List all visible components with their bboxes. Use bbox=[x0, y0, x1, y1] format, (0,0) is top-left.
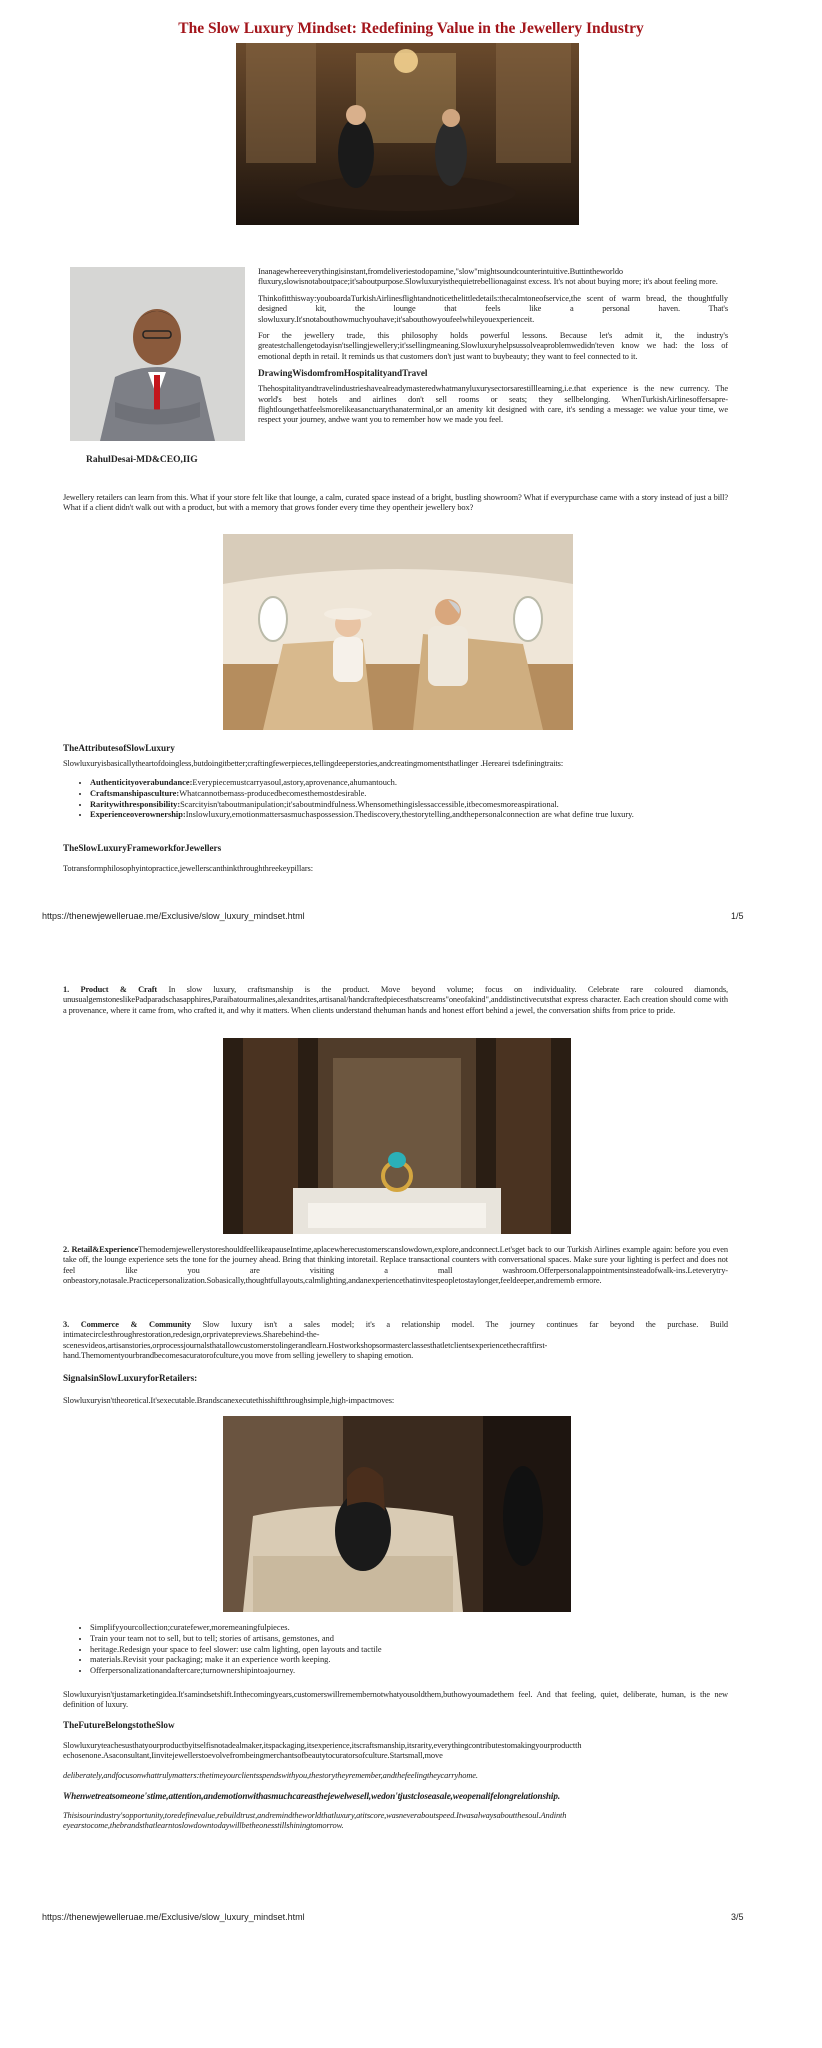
future-paragraph: Slowluxuryteachesusthatyourproductbyitselfisnotadealmaker,itspackaging,itsexperience,itscraftsmanship,itsrarity,everythingcontributestomakingyourproductth echosenone.Asaconsultant,Iinvitejewellerstoevolvefrombeingmerchantsofbeautytocuratorsofculture.Startsmall,move bbox=[63, 1741, 582, 1761]
hero-image-jewellery-boutique bbox=[236, 43, 579, 225]
list-item: • Authenticityoverabundance:Everypiecemustcarryasoul,astory,aprovenance,ahumantouch. bbox=[90, 778, 770, 789]
page-title: The Slow Luxury Mindset: Redefining Value in the Jewellery Industry bbox=[178, 20, 644, 37]
footer-page-number: 1/5 bbox=[731, 911, 744, 921]
intro-column bbox=[258, 267, 728, 426]
list-item: • materials.Revisit your packaging; make it an experience worth keeping. bbox=[90, 1655, 770, 1666]
list-item: • Offerpersonalizationandaftercare;turnownershipintoajourney. bbox=[90, 1666, 770, 1677]
mindset-paragraph: Slowluxuryisn'tjustamarketingidea.It'samindsetshift.Inthecomingyears,customerswillremembernotwhatyousoldthem,buthowyoumadethem feel. And that feeling, quiet, deliberate, human, is the new definition of luxury. bbox=[63, 1690, 728, 1710]
retailers-paragraph: Jewellery retailers can learn from this. What if your store felt like that lounge, a calm, curated space instead of a bright, bustling showroom? What if everypurchase came with a story instead of just a bill? What if a client didn't walk out with a product, but with a memory that grows fonder every time they opentheir jewellery box? bbox=[63, 493, 728, 513]
relationship-statement: Whenwetreatsomeone'stime,attention,andemotionwithasmuchcareasthejewelwesell,wedon'tjustcloseasale,weopenalifelongrelationship. bbox=[63, 1791, 561, 1801]
intro-paragraph-3: For the jewellery trade, this philosophy holds powerful lessons. Because let's admit it, the industry's greatestchallengetodayisn'tsellingjewellery;it'ssellingmeaning.Slowluxuryhelpsussolveaproblemwedidn'teven know we had: the loss of emotional depth in retail. It reminds us that customers don't just want to buybeauty; they want to feel connected to it. bbox=[258, 331, 728, 361]
framework-heading: TheSlowLuxuryFrameworkforJewellers bbox=[63, 843, 222, 853]
list-item: • heritage.Redesign your space to feel slower: use calm lighting, open layouts and tactile bbox=[90, 1645, 770, 1656]
list-item: • Train your team not to sell, but to tell; stories of artisans, gemstones, and bbox=[90, 1634, 770, 1645]
pillar-commerce-community: 3. Commerce & Community Slow luxury isn't a sales model; it's a relationship model. The journey continues far beyond the purchase. Build intimatecirclesthroughrestoration,redesign,orprivatepreviews.Sharebehind-the-scenesvideos,artisanstories,orprocessjournalsthatallowcustomerstolingerandlearn.Hostworkshopsormasterclassesthatletclientsexperiencethecraftfirst-hand.Themomentyourbrandbecomesacuratorofculture,you move from selling jewellery to shaping emotion. bbox=[63, 1320, 729, 1361]
hospitality-paragraph: Thehospitalityandtravelindustrieshavealreadymasteredwhatmanyluxurysectorsarestilllearning,i.e.that experience is the new currency. The world's best hotels and airlines don't sell rooms or seats; they sellbelonging. WhenTurkishAirlinesoffersapre-flightloungethatfeelsmorelikeasanctuarythanaterminal,or an amenity kit designed with care, it's sending a message: we value your time, we respect your journey, andwe want you to remember how we made you feel. bbox=[258, 384, 728, 425]
footer-url[interactable]: https://thenewjewelleruae.me/Exclusive/slow_luxury_mindset.html bbox=[42, 1912, 305, 1922]
client-lounge-image bbox=[223, 1416, 571, 1612]
airline-lounge-image bbox=[223, 534, 573, 730]
list-item: • Simplifyyourcollection;curatefewer,moremeaningfulpieces. bbox=[90, 1623, 770, 1634]
ring-display-image bbox=[223, 1038, 571, 1234]
list-item: • Craftsmanshipasculture:Whatcannotbemass-producedbecomesthemostdesirable. bbox=[90, 789, 770, 800]
list-item: • Raritywithresponsibility:Scarcityisn'taboutmanipulation;it'saboutmindfulness.Whensomethingislessaccessible,itbecomesmoreaspirational. bbox=[90, 800, 770, 811]
pillar-product-craft: 1. Product & Craft In slow luxury, craftsmanship is the product. Move beyond volume; focus on individuality. Celebrate rare coloured diamonds, unusualgemstoneslikePadparadschasapphires,Paraibatourmalines,alexandrites,artisanal/handcraftedpiecesthatscreams"oneofakind",anddistinctivecutsthat express character. Each creation should come with a provenance, where it came from, who crafted it, and why it matters. When clients understand thehuman hands and honest effort behind a jewel, the conversation shifts from price to pride. bbox=[63, 985, 728, 1015]
signals-heading: SignalsinSlowLuxuryforRetailers: bbox=[63, 1373, 198, 1383]
future-italic-line: deliberately,andfocusonwhattrulymatters:thetimeyourclientsspendswithyou,thestorytheyremember,andthefeelingtheycarryhome. bbox=[63, 1771, 478, 1780]
attributes-list bbox=[74, 778, 770, 821]
attributes-heading: TheAttributesofSlowLuxury bbox=[63, 743, 175, 753]
footer-page-number: 3/5 bbox=[731, 1912, 744, 1922]
author-photo bbox=[70, 267, 245, 441]
footer-url[interactable]: https://thenewjewelleruae.me/Exclusive/slow_luxury_mindset.html bbox=[42, 911, 305, 921]
author-caption: RahulDesai-MD&CEO,IIG bbox=[86, 455, 198, 465]
framework-intro: Totransformphilosophyintopractice,jewellerscanthinkthroughthreekeypillars: bbox=[63, 864, 313, 873]
intro-paragraph-1: Inanagewhereeverythingisinstant,fromdeliveriestodopamine,"slow"mightsoundcounterintuitive.Buttintheworldo fluxury,slowisnotaboutpace;it'saboutpurpose.Slowluxuryisthequietrebellionagainst excess. It's not about buying more; it's about feeling more. bbox=[258, 267, 718, 287]
attributes-intro: Slowluxuryisbasicallytheartofdoingless,butdoingitbetter;craftingfewerpieces,tellingdeeperstories,andcreatingmomentsthatlinger .Herearei tsdefiningtraits: bbox=[63, 759, 564, 768]
list-item: • Experienceoverownership:Inslowluxury,emotionmattersasmuchaspossession.Thediscovery,thestorytelling,andthepersonalconnection are what define true luxury. bbox=[90, 810, 770, 821]
intro-paragraph-2: Thinkofitthisway:youboardaTurkishAirlinesflightandnoticethelittledetails:thecalmtoneofservice,the scent of warm bread, the thoughtfully designed kit, the lounge that feels like a personal haven. That's slowluxury.It'snotabouthowmuchyouhave;it'sabouthowyoufeelwhileyouexperienceit. bbox=[258, 293, 728, 324]
signals-intro: Slowluxuryisn'ttheoretical.It'sexecutable.Brandscanexecutethisshiftthroughsimple,high-impactmoves: bbox=[63, 1396, 395, 1405]
signals-list bbox=[74, 1623, 770, 1677]
future-heading: TheFutureBelongstotheSlow bbox=[63, 1720, 175, 1730]
pillar-retail-experience: 2. Retail&ExperienceThemodernjewellerystoreshouldfeellikeapauseIntime,aplacewherecustomerscanslowdown,explore,andconnect.Let'sget back to our Turkish Airlines example again: before you even take off, the lounge experience sets the tone for the journey ahead. Bring that thinking intoretail. Replace transactional counters with conversational spaces. Make sure your lighting is perfect and does not feel like you are visiting a mall washroom.Offerpersonalappointmentsinsteadofwalk-ins.Leteverytry-onbeastory,notasale.Practicepersonalization.Sobasically,thoughtfullayouts,calmlighting,andanexperiencethatinvitespeopletostaylonger,feeldeeper,andrememb ermore. bbox=[63, 1245, 728, 1286]
hospitality-heading: DrawingWisdomfromHospitalityandTravel bbox=[258, 368, 428, 379]
closing-paragraph: Thisisourindustry'sopportunity,toredefinevalue,rebuildtrust,andremindtheworldthatluxury,atitscore,wasneveraboutspeed.Itwasalwaysaboutthesoul.Andinth eyearstocome,thebrandsthatlearntoslowdowntodaywillbetheonesstillshiningtomorrow. bbox=[63, 1811, 567, 1831]
